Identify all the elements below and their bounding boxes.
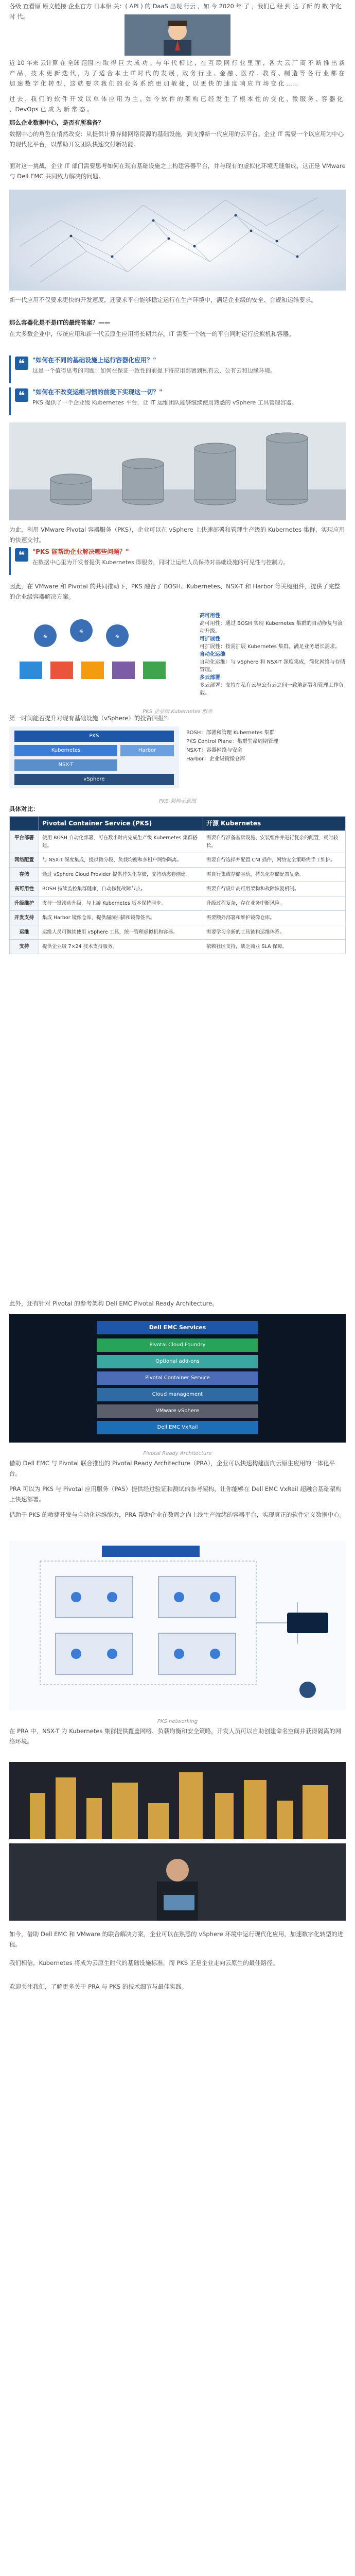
s2-paragraph-2: 在大多数企业中，传统应用和新一代云原生应用将长期共存。IT 需要一个统一的平台同时运行虚拟机和容器。 [9, 330, 295, 337]
pks-note-4: 多云部署 [200, 675, 220, 681]
table-row-key: 支持 [10, 940, 39, 954]
pks-diagram-graphic [9, 610, 194, 699]
pra-title: Dell EMC Services [97, 1321, 258, 1334]
svg-text:⎈: ⎈ [115, 634, 119, 639]
s3-paragraph-1: 为此，利用 VMware Pivotal 容器服务（PKS），企业可以在 vSphere 上快速部署和管理生产级的 Kubernetes 集群，实现应用的快速交付。 [9, 526, 345, 544]
table-row [10, 896, 346, 911]
table-row [10, 831, 346, 853]
table-header-row [10, 817, 346, 831]
caption-1: PKS 企业级 Kubernetes 服务 [143, 709, 212, 715]
arch-notes [186, 728, 346, 764]
arch-note-4: Harbor：企业级镜像仓库 [186, 756, 245, 762]
s2-heading: 那么容器化是不是IT的最终答案？—— [9, 319, 111, 326]
s7-paragraph-2: 我们相信，Kubernetes 将成为云原生时代的基础设施标准，而 PKS 正是企业走向云原生的最佳路径。 [9, 1959, 279, 1967]
table-cell-k8s: 需要学习全新的工具链和运维体系。 [203, 925, 346, 940]
business-photo [9, 1843, 346, 1921]
quote-3-title: "PKS 能帮助企业解决哪些问题？" [32, 548, 129, 555]
arch-note-2: PKS Control Plane：集群生命周期管理 [186, 739, 278, 744]
pra-box-pcf: Pivotal Cloud Foundry [97, 1338, 258, 1352]
s7-paragraph-1: 如今，借助 Dell EMC 和 VMware 的联合解决方案，企业可以在熟悉的 vSphere 环境中运行现代化应用，加速数字化转型的进程。 [9, 1930, 344, 1948]
arch-layer-harbor: Harbor [120, 745, 174, 756]
quote-2-title: "如何在不改变运维习惯的前提下实现这一切？" [32, 388, 163, 396]
table-cell-pks: 运维人员可继续使用 vSphere 工具，统一管理虚拟机和容器。 [39, 925, 203, 940]
s5-paragraph-2: 借助 Dell EMC 与 Pivotal 联合推出的 Pivotal Ready Architecture（PRA），企业可以快速构建面向云原生应用的一体化平台。 [9, 1460, 335, 1477]
table-row-key: 开发支持 [10, 911, 39, 925]
pra-box-addons: Optional add-ons [97, 1355, 258, 1368]
arch-stack [9, 726, 179, 788]
svg-text:⎈: ⎈ [79, 629, 83, 634]
s1-paragraph-1: 过 去 ，我 们 的 软 件 开 发 以 单 体 应 用 为 主 ，如 今 软 件 的 架 构 已 经 发 生 了 根 本 性 的 变 化 ，微 服 务 、容 器 化 、DevOps 已 成 为 新 常 态 。 [9, 95, 343, 113]
pks-note-4-text: 多云部署：支持在私有云与公有云之间一致地部署和管理工作负载。 [200, 683, 344, 696]
comparison-table [9, 816, 346, 954]
caption-4: PKS networking [157, 1719, 198, 1724]
table-row [10, 882, 346, 896]
s5-paragraph-1: 此外，还有针对 Pivotal 的参考架构 Dell EMC Pivotal Ready Architecture。 [9, 1300, 218, 1307]
quote-2-text: PKS 提供了一个企业级 Kubernetes 平台，让 IT 运维团队能够继续使用熟悉的 vSphere 工具管理容器。 [32, 399, 297, 406]
quote-icon: ❝ [15, 548, 28, 562]
table-cell-k8s: 需要自行准备基础设施、安装组件并进行复杂的配置，耗时较长。 [203, 831, 346, 853]
table-cell-k8s: 需要自行选择并配置 CNI 插件，网络安全策略需手工维护。 [203, 853, 346, 868]
quote-block-2 [9, 387, 346, 415]
pra-diagram [9, 1314, 346, 1443]
intro-paragraph-1: 各级 查看原 原文链接 企业官方 日本相 关：( API ) 的 DaaS 出现 行云 ，如 今 2020 年 了 ，我们已 经 到 达 了新 的 数 字化 时 代。 [9, 3, 342, 20]
table-cell-k8s: 需要额外部署和维护镜像仓库。 [203, 911, 346, 925]
table-cell-pks: BOSH 持续监控集群健康，自动修复故障节点。 [39, 882, 203, 896]
s4-paragraph-1: 第一时间能否提升对现有基础设施（vSphere）的投资回报？ [9, 715, 170, 722]
table-row [10, 940, 346, 954]
pra-box-vxrail: Dell EMC VxRail [97, 1421, 258, 1434]
svg-text:⎈: ⎈ [43, 634, 47, 639]
table-cell-k8s: 依赖社区支持，缺乏商业 SLA 保障。 [203, 940, 346, 954]
s5-paragraph-3: PRA 可以为 PKS 与 Pivotal 应用服务（PAS）提供经过验证和测试的参考架构，让你能够在 Dell EMC VxRail 超融合基础架构上快速部署。 [9, 1485, 342, 1503]
table-cell-pks: 集成 Harbor 镜像仓库，提供漏洞扫描和镜像签名。 [39, 911, 203, 925]
quote-1-title: "如何在不同的基础设施上运行容器化应用？" [32, 357, 156, 364]
table-row-key: 高可用性 [10, 882, 39, 896]
table-row [10, 853, 346, 868]
quote-block-1 [9, 355, 346, 383]
pks-note-2-text: 可扩展性：按需扩展 Kubernetes 集群，满足业务增长需求。 [200, 644, 340, 650]
table-cell-k8s: 升级过程复杂，存在业务中断风险。 [203, 896, 346, 911]
quote-block-3 [9, 547, 346, 575]
hero-image [9, 14, 346, 56]
table-row-key: 网络配置 [10, 853, 39, 868]
arch-layer-kubernetes: Kubernetes [14, 745, 117, 756]
pks-note-3-text: 自动化运维：与 vSphere 和 NSX-T 深度集成，简化网络与存储管理。 [200, 659, 345, 673]
s2-paragraph-1: 新一代应用不仅要求更快的开发速度，还要求平台能够稳定运行在生产环境中，满足企业级的安全、合规和运维要求。 [9, 296, 317, 303]
caption-3: Pivotal Ready Architecture [143, 1451, 212, 1456]
coins-image [9, 422, 346, 520]
quote-icon: ❝ [15, 357, 28, 370]
network-image [9, 190, 346, 291]
table-row-key: 平台部署 [10, 831, 39, 853]
s1-heading: 那么企业数据中心，是否有所准备？ [9, 119, 104, 126]
arch-note-1: BOSH：部署和管理 Kubernetes 集群 [186, 730, 275, 736]
quote-1-text: 这是一个值得思考的问题：如何在保证一致性的前提下将应用部署到私有云、公有云和边缘环境。 [32, 367, 276, 374]
table-cell-pks: 提供企业级 7×24 技术支持服务。 [39, 940, 203, 954]
s3-paragraph-2: 因此，在 VMware 和 Pivotal 的共同推动下，PKS 融合了 BOSH、Kubernetes、NSX-T 和 Harbor 等关键组件，提供了完整的企业级容器解决方案。 [9, 583, 341, 600]
table-row [10, 868, 346, 882]
intro-paragraph-2: 近 10 年来 云计算 在 全球 范围 内 取 得 巨 大 成 功 。与 年 代 相 比 ，在 互 联 网 行 业 里 面 ，各 大 云 厂 商 不 断 推 出 新 产 品 ，技 术 更 新 迭 代 ，为 了 适 合 本 土 IT 时 代 的 发 展 ，政 务 行 业 、金 融 、医 疗 、教 育 、制 造 等 各 行 业 都 在 加 速 数 字 化 转 型 ，这 就 要 求 我 们 的 业 务 系 统 更 加 敏 捷 ，以 更 快 的 速 度 响 应 市 场 变 化 …… [9, 59, 345, 87]
pra-box-cloud-mgmt: Cloud management [97, 1388, 258, 1401]
table-cell-k8s: 需自行集成存储驱动，持久化存储配置复杂。 [203, 868, 346, 882]
table-intro: 具体对比： [9, 805, 39, 812]
s1-paragraph-2: 数据中心的角色在悄然改变：从提供计算存储网络资源的基础设施，到支撑新一代应用的云平台。企业 IT 需要一个以应用为中心的现代化平台，以帮助开发团队快速交付新功能。 [9, 130, 344, 148]
table-row [10, 911, 346, 925]
city-photo [9, 1762, 346, 1839]
s6-paragraph-1: 在 PRA 中，NSX-T 为 Kubernetes 集群提供覆盖网络、负载均衡和安全策略，开发人员可以自助创建命名空间并获得隔离的网络环境。 [9, 1727, 342, 1745]
table-cell-pks: 与 NSX-T 深度集成，提供微分段、负载均衡和多租户网络隔离。 [39, 853, 203, 868]
arch-layer-nsx: NSX-T [14, 759, 117, 771]
caption-2: PKS 架构示意图 [158, 799, 197, 804]
pks-overview-diagram [9, 610, 346, 699]
table-cell-pks: 使用 BOSH 自动化部署，可在数小时内完成生产级 Kubernetes 集群搭建。 [39, 831, 203, 853]
table-header-pks: Pivotal Container Service (PKS) [39, 817, 203, 831]
pra-box-vsphere: VMware vSphere [97, 1404, 258, 1418]
table-header-empty [10, 817, 39, 831]
table-cell-pks: 通过 vSphere Cloud Provider 提供持久化存储，支持动态卷创建。 [39, 868, 203, 882]
s1-paragraph-3: 面对这一挑战，企业 IT 部门需要思考如何在现有基础设施之上构建容器平台，并与现有的虚拟化环境无缝集成，这正是 VMware 与 Dell EMC 共同致力解决的问题。 [9, 162, 346, 180]
pks-note-2: 可扩展性 [200, 636, 220, 642]
quote-3-text: 在数据中心里为开发者提供 Kubernetes 即服务，同时让运维人员保持对基础设施的可见性与控制力。 [32, 559, 289, 566]
pks-architecture-diagram [9, 726, 346, 788]
pks-note-3: 自动化运维 [200, 652, 225, 657]
table-cell-k8s: 需要自行设计高可用架构和故障恢复机制。 [203, 882, 346, 896]
pks-note-1-text: 高可用性：通过 BOSH 实现 Kubernetes 集群的自动修复与滚动升级。 [200, 621, 343, 634]
pks-diagram-notes [200, 612, 346, 697]
arch-note-3: NSX-T：容器网络与安全 [186, 748, 242, 753]
table-header-k8s: 开源 Kubernetes [203, 817, 346, 831]
table-row-key: 存储 [10, 868, 39, 882]
arch-layer-pks: PKS [14, 731, 174, 742]
pks-networking-diagram [9, 1540, 346, 1710]
arch-layer-vsphere: vSphere [14, 774, 174, 785]
table-cell-pks: 支持一键滚动升级，与上游 Kubernetes 版本保持同步。 [39, 896, 203, 911]
comparison-table-wrapper [9, 816, 346, 954]
pks-note-1: 高可用性 [200, 613, 220, 619]
table-row-key: 升级维护 [10, 896, 39, 911]
s5-paragraph-4: 借助于 PKS 的敏捷开发与自动化运维能力，PRA 帮助企业在数周之内上线生产就绪的容器平台，实现真正的软件定义数据中心。 [9, 1511, 346, 1518]
s7-paragraph-3: 欢迎关注我们，了解更多关于 PRA 与 PKS 的技术细节与最佳实践。 [9, 1983, 188, 1990]
table-row-key: 运维 [10, 925, 39, 940]
table-row [10, 925, 346, 940]
quote-icon: ❝ [15, 388, 28, 402]
pra-box-pks: Pivotal Container Service [97, 1371, 258, 1385]
